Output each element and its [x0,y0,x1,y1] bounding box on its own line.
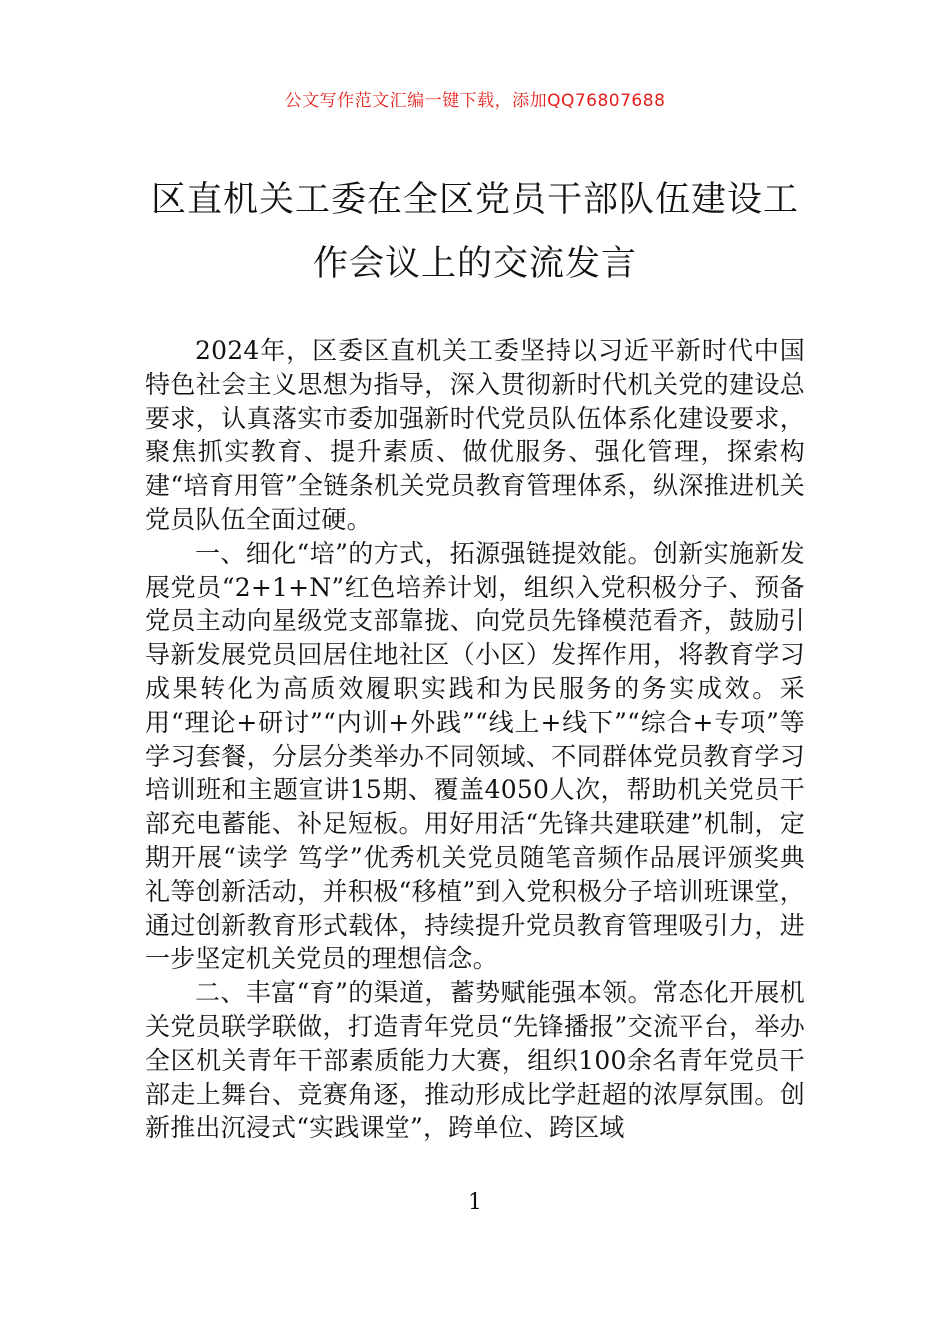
document-title [145,168,805,296]
paragraph-section-1: 一、细化“培”的方式，拓源强链提效能。创新实施新发展党员“2+1+N”红色培养计划，组织入党积极分子、预备党员主动向星级党支部靠拢、向党员先锋模范看齐，鼓励引导新发展党员回居住地社区（小区）发挥作用，将教育学习成果转化为高质效履职实践和为民服务的务实成效。采用“理论+研讨”“内训+外践”“线上+线下”“综合+专项”等学习套餐，分层分类举办不同领域、不同群体党员教育学习培训班和主题宣讲15期、覆盖4050人次，帮助机关党员干部充电蓄能、补足短板。用好用活“先锋共建联建”机制，定期开展“读学 笃学”优秀机关党员随笔音频作品展评颁奖典礼等创新活动，并积极“移植”到入党积极分子培训班课堂，通过创新教育形式载体，持续提升党员教育管理吸引力，进一步坚定机关党员的理想信念。 [145,538,805,974]
paragraph-section-2: 二、丰富“育”的渠道，蓄势赋能强本领。常态化开展机关党员联学联做，打造青年党员“先锋播报”交流平台，举办全区机关青年干部素质能力大赛，组织100余名青年党员干部走上舞台、竞赛角逐，推动形成比学赶超的浓厚氛围。创新推出沉浸式“实践课堂”，跨单位、跨区域 [145,978,805,1143]
title-line-2: 作会议上的交流发言 [312,244,637,284]
paragraph-intro: 2024年，区委区直机关工委坚持以习近平新时代中国特色社会主义思想为指导，深入贯彻新时代机关党的建设总要求，认真落实市委加强新时代党员队伍体系化建设要求，聚焦抓实教育、提升素质、做优服务、强化管理，探索构建“培育用管”全链条机关党员教育管理体系，纵深推进机关党员队伍全面过硬。 [145,336,805,534]
page-number: 1 [468,1190,482,1215]
header-download-note: 公文写作范文汇编一键下载，添加QQ76807688 [284,91,666,111]
title-line-1: 区直机关工委在全区党员干部队伍建设工 [150,180,799,220]
document-body [145,334,805,1145]
